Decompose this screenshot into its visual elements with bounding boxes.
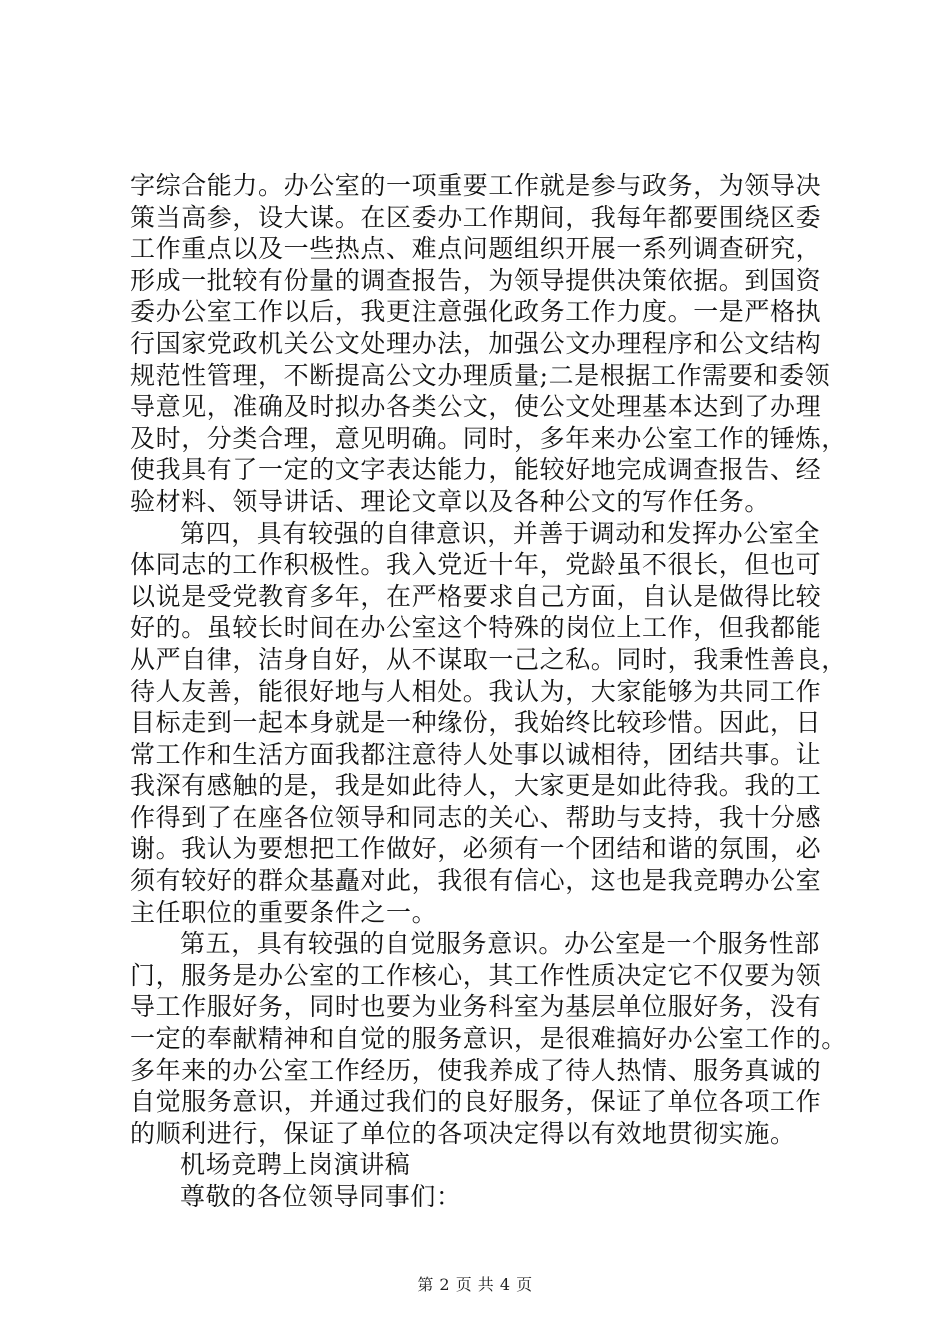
text-line: 自觉服务意识，并通过我们的良好服务，保证了单位各项工作 xyxy=(130,1087,822,1117)
text-line: 主任职位的重要条件之一。 xyxy=(130,897,438,927)
text-line: 以说是受党教育多年，在严格要求自己方面，自认是做得比较 xyxy=(130,581,822,611)
salutation: 尊敬的各位领导同事们： xyxy=(180,1182,462,1211)
text-line: 形成一批较有份量的调查报告，为领导提供决策依据。到国资 xyxy=(130,265,822,295)
text-line: 导意见，准确及时拟办各类公文，使公文处理基本达到了办理 xyxy=(130,392,822,422)
text-line: 导工作服好务，同时也要为业务科室为基层单位服好务，没有 xyxy=(130,992,822,1022)
text-line: 一定的奉献精神和自觉的服务意识，是很难搞好办公室工作的。 xyxy=(130,1024,847,1054)
paragraph-start-line: 第五，具有较强的自觉服务意识。办公室是一个服务性部 xyxy=(180,929,821,959)
text-line: 须有较好的群众基矗对此，我很有信心，这也是我竞聘办公室 xyxy=(130,866,822,896)
text-line: 谢。我认为要想把工作做好，必须有一个团结和谐的氛围，必 xyxy=(130,834,822,864)
text-line: 好的。虽较长时间在办公室这个特殊的岗位上工作，但我都能 xyxy=(130,613,822,643)
text-line: 待人友善，能很好地与人相处。我认为，大家能够为共同工作 xyxy=(130,676,822,706)
text-line: 从严自律，洁身自好，从不谋取一己之私。同时，我秉性善良， xyxy=(130,644,847,674)
text-line: 及时，分类合理，意见明确。同时，多年来办公室工作的锤炼， xyxy=(130,423,847,453)
text-line: 使我具有了一定的文字表达能力，能较好地完成调查报告、经 xyxy=(130,455,822,485)
text-line: 的顺利进行，保证了单位的各项决定得以有效地贯彻实施。 xyxy=(130,1118,796,1148)
text-line: 规范性管理，不断提高公文办理质量;二是根据工作需要和委领 xyxy=(130,360,831,390)
text-line: 工作重点以及一些热点、难点问题组织开展一系列调查研究， xyxy=(130,234,822,264)
text-line: 字综合能力。办公室的一项重要工作就是参与政务，为领导决 xyxy=(130,171,822,200)
text-line: 行国家党政机关公文处理办法，加强公文办理程序和公文结构 xyxy=(130,328,822,358)
paragraph-start-line: 第四，具有较强的自律意识，并善于调动和发挥办公室全 xyxy=(180,518,821,548)
text-line: 策当高参，设大谋。在区委办工作期间，我每年都要围绕区委 xyxy=(130,202,822,232)
text-line: 常工作和生活方面我都注意待人处事以诚相待，团结共事。让 xyxy=(130,739,822,769)
page-number-footer: 第 2 页 共 4 页 xyxy=(417,1275,533,1294)
document-body xyxy=(130,170,850,1213)
text-line: 多年来的办公室工作经历，使我养成了待人热情、服务真诚的 xyxy=(130,1055,822,1085)
text-line: 体同志的工作积极性。我入党近十年，党龄虽不很长，但也可 xyxy=(130,550,822,580)
text-line: 门，服务是办公室的工作核心，其工作性质决定它不仅要为领 xyxy=(130,960,822,990)
text-line: 目标走到一起本身就是一种缘份，我始终比较珍惜。因此，日 xyxy=(130,708,822,738)
text-line: 作得到了在座各位领导和同志的关心、帮助与支持，我十分感 xyxy=(130,802,822,832)
text-line: 我深有感触的是，我是如此待人，大家更是如此待我。我的工 xyxy=(130,771,822,801)
text-line: 委办公室工作以后，我更注意强化政务工作力度。一是严格执 xyxy=(130,297,822,327)
section-title: 机场竞聘上岗演讲稿 xyxy=(180,1150,411,1180)
text-line: 验材料、领导讲话、理论文章以及各种公文的写作任务。 xyxy=(130,486,771,516)
